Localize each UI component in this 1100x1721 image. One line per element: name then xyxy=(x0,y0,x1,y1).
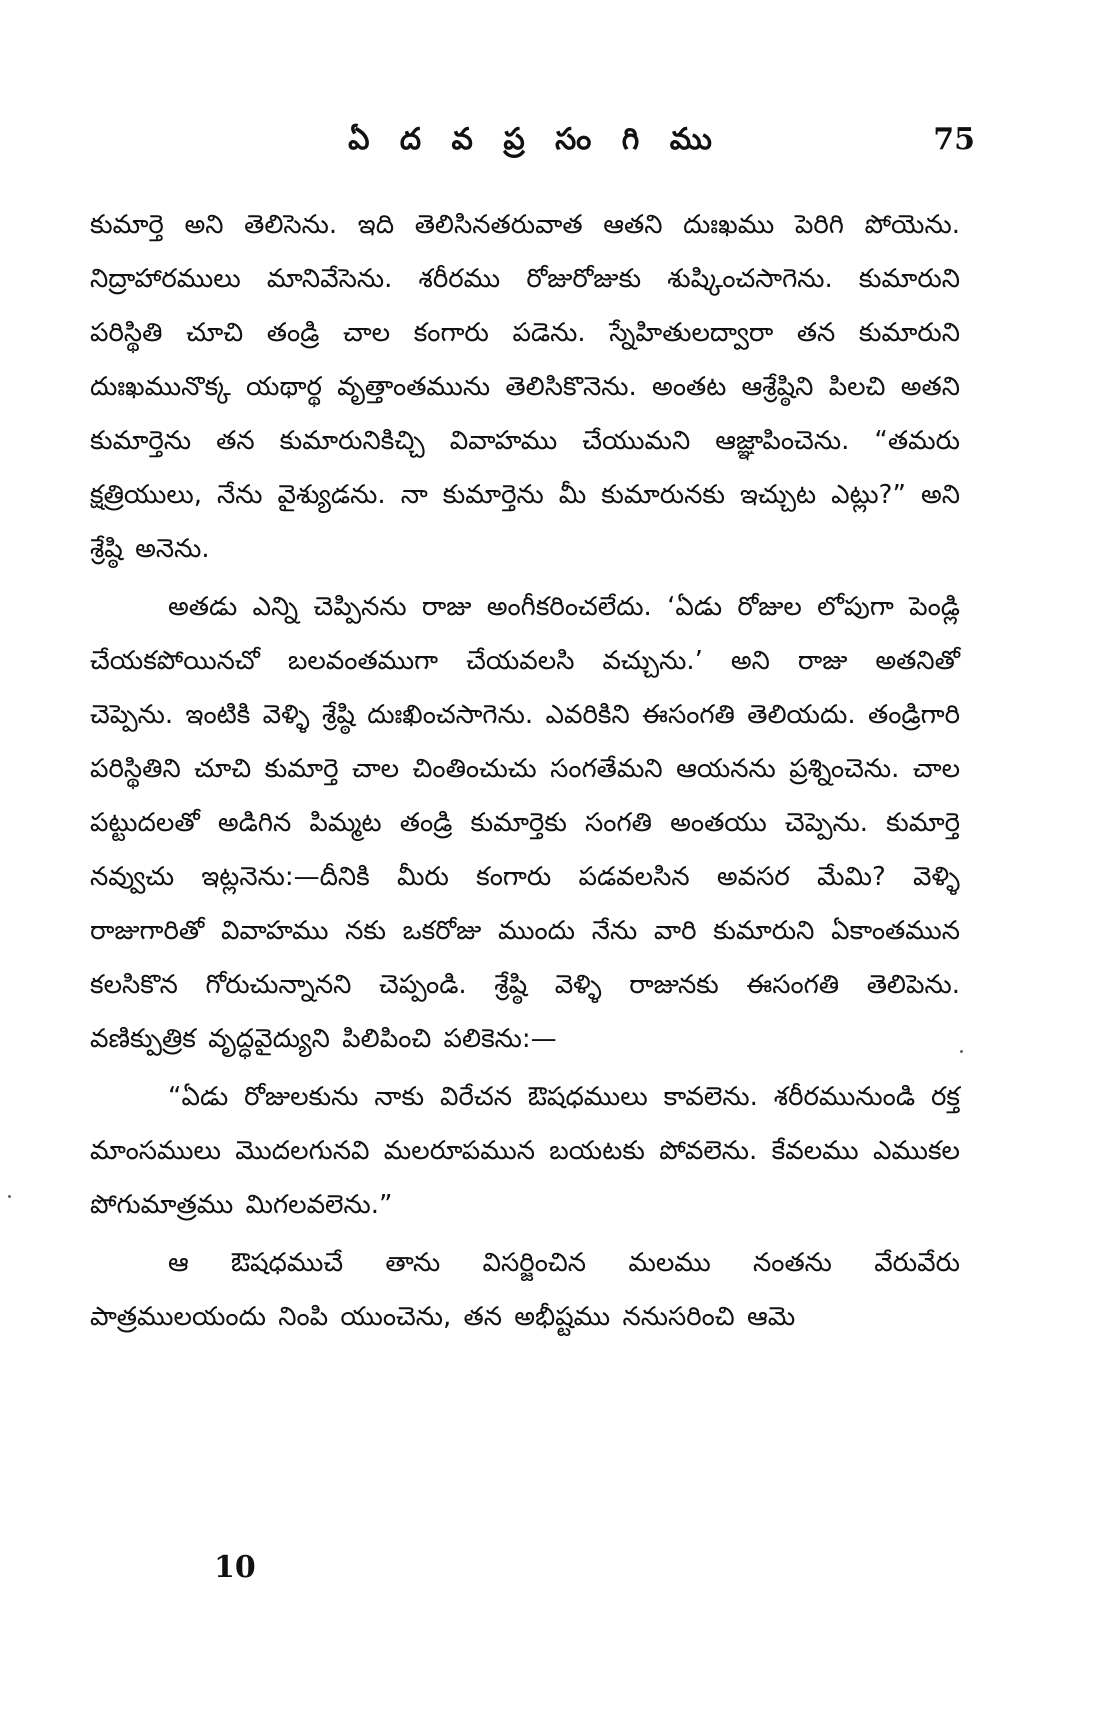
body-text xyxy=(90,198,960,1344)
scan-speck xyxy=(960,1050,963,1053)
page-number: 75 xyxy=(933,122,975,157)
paragraph-3: “ఏడు రోజులకును నాకు విరేచన ఔషధములు కావలెను. శరీరమునుండి రక్త మాంసములు మొదలగునవి మలరూపమున బయటకు పోవలెను. కేవలము ఎముకల పోగుమాత్రము మిగలవలెను.” xyxy=(90,1082,960,1220)
signature-mark: 10 xyxy=(214,1550,256,1585)
scan-speck xyxy=(8,1195,11,1198)
running-head xyxy=(95,122,975,168)
running-title: ఏ ద వ ప్ర సం గి ము xyxy=(348,122,722,157)
paragraph-1: కుమార్తె అని తెలిసెను. ఇది తెలిసినతరువాత ఆతని దుఃఖము పెరిగి పోయెను. నిద్రాహారములు మానివేసెను. శరీరము రోజురోజుకు శుష్కించసాగెను. కుమారుని పరిస్థితి చూచి తండ్రి చాల కంగారు పడెను. స్నేహితులద్వారా తన కుమారుని దుఃఖమునొక్క యథార్థ వృత్తాంతమును తెలిసికొనెను. అంతట ఆశ్రేష్ఠిని పిలచి అతని కుమార్తెను తన కుమారునికిచ్చి వివాహము చేయుమని ఆజ్ఞాపించెను. “తమరు క్షత్రియులు, నేను వైశ్యుడను. నా కుమార్తెను మీ కుమారునకు ఇచ్చుట ఎట్లు?” అని శ్రేష్ఠి అనెను. xyxy=(90,210,960,564)
paragraph-4: ఆ ఔషధముచే తాను విసర్జించిన మలము నంతను వేరువేరు పాత్రములయందు నింపి యుంచెను, తన అభీష్టము ననుసరించి ఆమె xyxy=(90,1248,960,1332)
paragraph-2: అతడు ఎన్ని చెప్పినను రాజు అంగీకరించలేదు. ‘ఏడు రోజుల లోపుగా పెండ్లి చేయకపోయినచో బలవంతముగా చేయవలసి వచ్చును.’ అని రాజు అతనితో చెప్పెను. ఇంటికి వెళ్ళి శ్రేష్ఠి దుఃఖించసాగెను. ఎవరికిని ఈసంగతి తెలియదు. తండ్రిగారి పరిస్థితిని చూచి కుమార్తె చాల చింతించుచు సంగతేమని ఆయనను ప్రశ్నించెను. చాల పట్టుదలతో అడిగిన పిమ్మట తండ్రి కుమార్తెకు సంగతి అంతయు చెప్పెను. కుమార్తె నవ్వుచు ఇట్లనెను:—దీనికి మీరు కంగారు పడవలసిన అవసర మేమి? వెళ్ళి రాజుగారితో వివాహము నకు ఒకరోజు ముందు నేను వారి కుమారుని ఏకాంతమున కలసికొన గోరుచున్నానని చెప్పండి. శ్రేష్ఠి వెళ్ళి రాజునకు ఈసంగతి తెలిపెను. వణిక్పుత్రిక వృద్ధవైద్యుని పిలిపించి పలికెను:— xyxy=(90,592,960,1054)
